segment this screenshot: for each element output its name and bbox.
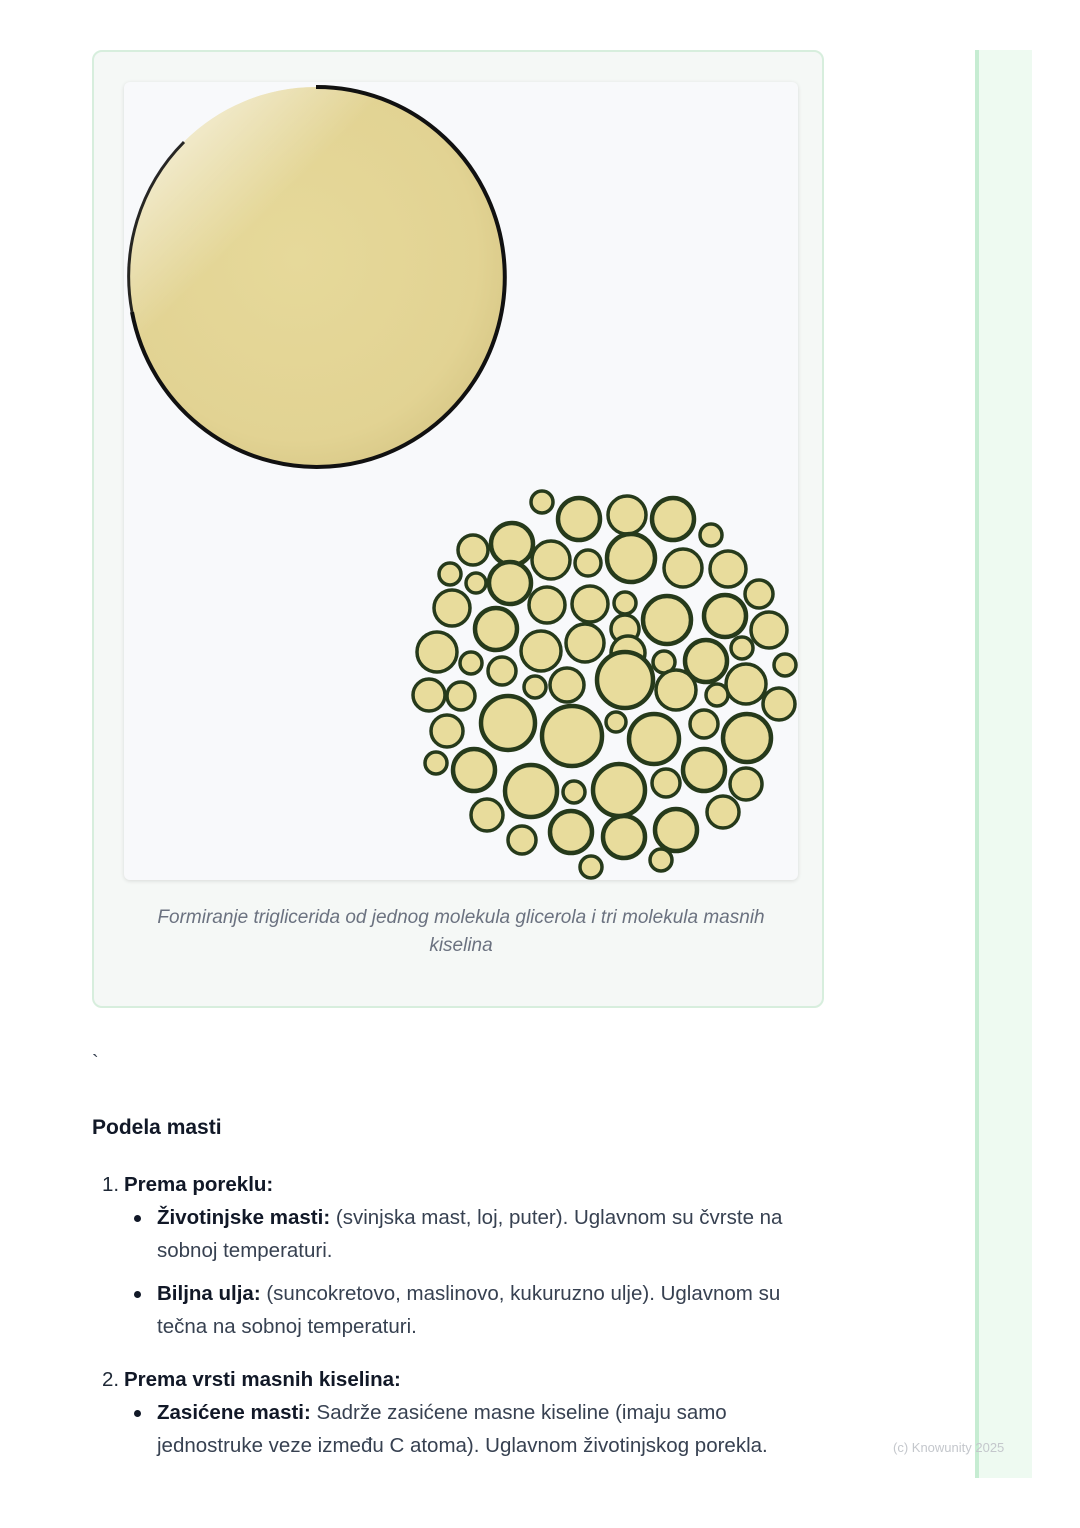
fat-droplet xyxy=(542,706,602,766)
fat-droplet xyxy=(643,596,691,644)
fat-droplet xyxy=(460,652,482,674)
fat-droplet xyxy=(650,849,672,871)
fat-droplet xyxy=(447,682,475,710)
fat-droplet xyxy=(508,826,536,854)
fat-droplet xyxy=(425,752,447,774)
list-item-origin xyxy=(92,1168,812,1343)
fat-droplet xyxy=(726,664,766,704)
bullet-icon xyxy=(134,1410,141,1417)
fat-droplet xyxy=(453,749,495,791)
description: Sadrže zasićene masne kiseline (imaju samo jednostruke veze između C atoma). Uglavnom životinjskog porekla. xyxy=(157,1401,768,1457)
fat-droplet xyxy=(664,549,702,587)
fat-droplet xyxy=(774,654,796,676)
fat-droplet xyxy=(614,592,636,614)
fat-droplet xyxy=(531,491,553,513)
fat-droplet xyxy=(458,535,488,565)
description: (suncokretovo, maslinovo, kukuruzno ulje). Uglavnom su tečna na sobnoj temperaturi. xyxy=(157,1282,781,1338)
bullet-icon xyxy=(134,1215,141,1222)
fat-droplet xyxy=(704,595,746,637)
fat-droplet xyxy=(417,632,457,672)
fat-droplet xyxy=(529,587,565,623)
fat-droplet xyxy=(550,668,584,702)
fat-droplet xyxy=(606,712,626,732)
fat-droplet xyxy=(597,652,653,708)
term: Zasićene masti: xyxy=(157,1401,311,1424)
fat-droplet xyxy=(439,563,461,585)
watermark: (c) Knowunity 2025 xyxy=(893,1440,1005,1455)
fat-droplet xyxy=(607,534,655,582)
fat-droplet xyxy=(488,657,516,685)
fat-droplet xyxy=(580,856,602,878)
fat-droplet xyxy=(563,781,585,803)
sub-list xyxy=(124,1201,812,1343)
fat-droplets-illustration xyxy=(124,82,798,880)
fat-droplet xyxy=(730,768,762,800)
list-number: 1. xyxy=(102,1173,120,1196)
fat-droplet xyxy=(710,551,746,587)
sub-list xyxy=(124,1396,812,1462)
fat-droplet xyxy=(683,749,725,791)
figure-caption: Formiranje triglicerida od jednog molekula glicerola i tri molekula masnih kiselina xyxy=(157,907,765,956)
sub-item-saturated-fats xyxy=(124,1396,812,1462)
fat-droplet xyxy=(608,496,646,534)
term: Životinjske masti: xyxy=(157,1206,331,1229)
fat-droplet xyxy=(475,608,517,650)
fat-droplet xyxy=(700,524,722,546)
side-strip xyxy=(975,50,1032,1478)
fat-droplet xyxy=(434,590,470,626)
fat-droplet xyxy=(731,637,753,659)
fat-droplet xyxy=(593,764,645,816)
section-title: Podela masti xyxy=(92,1116,222,1139)
fat-droplet xyxy=(603,816,645,858)
figure-card xyxy=(92,50,824,1008)
description: (svinjska mast, loj, puter). Uglavnom su čvrste na sobnoj temperaturi. xyxy=(157,1206,783,1262)
fat-droplet xyxy=(481,696,535,750)
list-item-fatty-acid-type xyxy=(92,1363,812,1462)
fat-droplet xyxy=(431,715,463,747)
stray-backtick: ` xyxy=(92,1052,99,1074)
fat-droplet xyxy=(491,523,533,565)
fat-droplet xyxy=(690,710,718,738)
fat-droplet xyxy=(706,684,728,706)
fat-droplet xyxy=(505,765,557,817)
fat-droplet xyxy=(652,498,694,540)
sub-item-plant-oils xyxy=(124,1277,812,1343)
list-heading: Prema vrsti masnih kiselina: xyxy=(124,1368,401,1391)
fat-droplet xyxy=(413,679,445,711)
fat-droplet xyxy=(652,769,680,797)
fat-classification-list xyxy=(92,1168,812,1482)
small-droplets-cluster xyxy=(413,491,796,878)
fat-droplet xyxy=(471,799,503,831)
fat-droplet xyxy=(572,586,608,622)
fat-droplet xyxy=(550,811,592,853)
fat-droplet xyxy=(489,562,531,604)
fat-droplet xyxy=(751,612,787,648)
fat-droplet xyxy=(524,676,546,698)
fat-droplet xyxy=(707,796,739,828)
list-heading: Prema poreklu: xyxy=(124,1173,274,1196)
fat-droplet xyxy=(723,714,771,762)
fat-droplet xyxy=(745,580,773,608)
fat-droplet xyxy=(629,714,679,764)
fat-droplet xyxy=(558,498,600,540)
term: Biljna ulja: xyxy=(157,1282,261,1305)
fat-droplet xyxy=(521,631,561,671)
fat-droplet xyxy=(466,573,486,593)
fat-emulsion-svg xyxy=(124,82,798,880)
fat-droplet xyxy=(532,541,570,579)
large-fat-globule xyxy=(128,87,505,467)
fat-droplet xyxy=(763,688,795,720)
fat-droplet xyxy=(655,809,697,851)
sub-item-animal-fats xyxy=(124,1201,812,1267)
fat-droplet xyxy=(656,670,696,710)
list-number: 2. xyxy=(102,1368,120,1391)
bullet-icon xyxy=(134,1291,141,1298)
fat-droplet xyxy=(566,624,604,662)
fat-droplet xyxy=(575,550,601,576)
